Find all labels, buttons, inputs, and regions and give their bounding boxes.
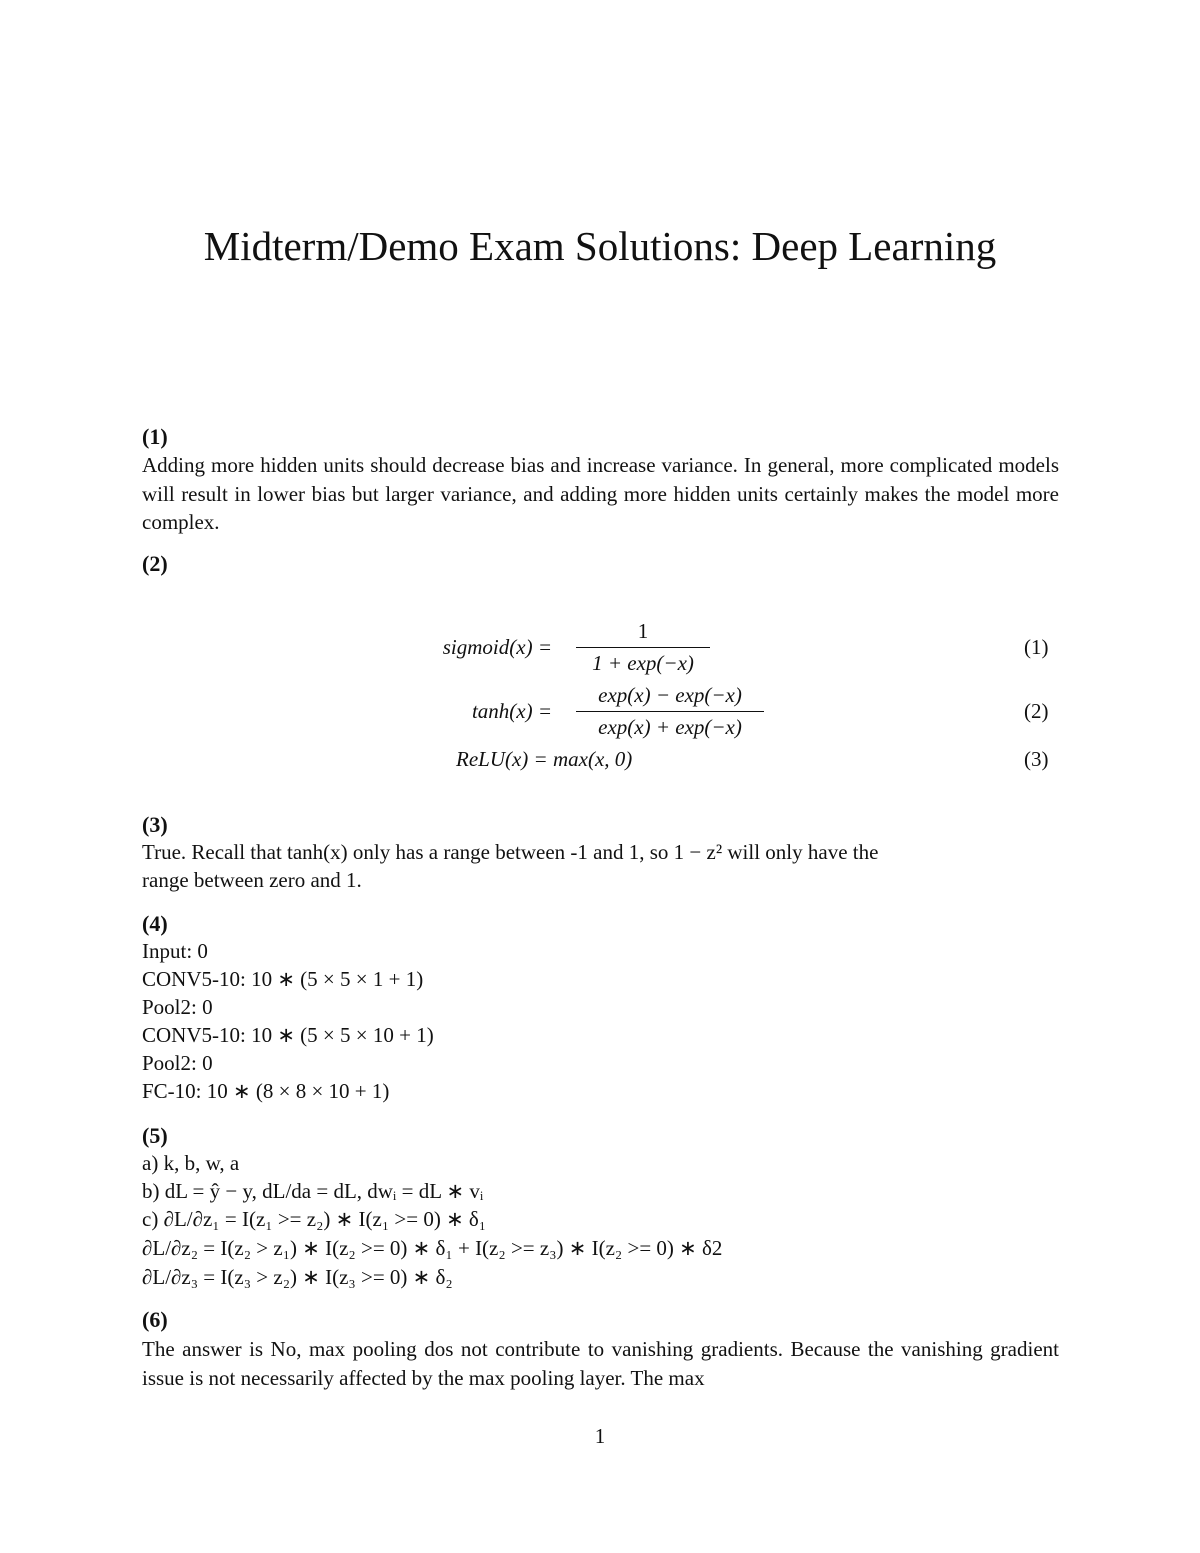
equation-2-fraction [576,683,764,740]
question-1-heading: (1) [142,424,168,449]
equation-3-expression: ReLU(x) = max(x, 0) [456,747,633,771]
equation-1-numerator: 1 [576,619,710,648]
question-4-heading: (4) [142,911,168,936]
question-4-line: FC-10: 10 ∗ (8 × 8 × 10 + 1) [142,1079,390,1103]
question-5-line: b) dL = ŷ − y, dL/da = dL, dwᵢ = dL ∗ vᵢ [142,1179,484,1203]
equation-2-denominator: exp(x) + exp(−x) [598,715,742,739]
question-4-line: Pool2: 0 [142,995,213,1019]
question-6-text: The answer is No, max pooling dos not contribute to vanishing gradients. Because the vanishing gradient issue is not necessarily affected by the max pooling layer. The max [142,1337,1059,1390]
question-5-line: c) ∂L/∂z₁ = I(z₁ >= z₂) ∗ I(z₁ >= 0) ∗ δ₁ [142,1207,487,1231]
question-5-line: ∂L/∂z₃ = I(z₃ > z₂) ∗ I(z₃ >= 0) ∗ δ₂ [142,1265,453,1289]
question-5-line: ∂L/∂z₂ = I(z₂ > z₁) ∗ I(z₂ >= 0) ∗ δ₁ + I(z₂ >= z₃) ∗ I(z₂ >= 0) ∗ δ2 [142,1236,723,1260]
question-4-line: Input: 0 [142,939,208,963]
equation-3-number: (3) [1024,747,1049,771]
question-5-line: a) k, b, w, a [142,1151,240,1175]
page-number: 1 [594,1424,606,1448]
equation-1-fraction [576,619,710,676]
question-4-line: Pool2: 0 [142,1051,213,1075]
question-3-line-2: range between zero and 1. [142,868,362,892]
equation-2-lhs: tanh(x) = [471,699,552,723]
equation-1-denominator: 1 + exp(−x) [592,651,694,675]
question-4-line: CONV5-10: 10 ∗ (5 × 5 × 1 + 1) [142,967,424,991]
equation-2-numerator: exp(x) − exp(−x) [576,683,764,712]
question-3-heading: (3) [142,812,168,837]
question-1-text: Adding more hidden units should decrease bias and increase variance. In general, more complicated models will result in lower bias but larger variance, and adding more hidden units certainly makes the model more complex. [142,453,1059,534]
question-6-heading: (6) [142,1307,168,1332]
equation-1-number: (1) [1024,635,1049,659]
question-1-answer [142,451,1059,537]
question-2-heading: (2) [142,551,168,576]
question-4-line: CONV5-10: 10 ∗ (5 × 5 × 10 + 1) [142,1023,434,1047]
equation-2-number: (2) [1024,699,1049,723]
question-5-heading: (5) [142,1123,168,1148]
question-3-line-1: True. Recall that tanh(x) only has a range between -1 and 1, so 1 − z² will only have the [142,840,879,864]
equation-1-lhs: sigmoid(x) = [442,635,552,659]
question-6-answer [142,1335,1059,1392]
page-title: Midterm/Demo Exam Solutions: Deep Learning [203,223,997,269]
